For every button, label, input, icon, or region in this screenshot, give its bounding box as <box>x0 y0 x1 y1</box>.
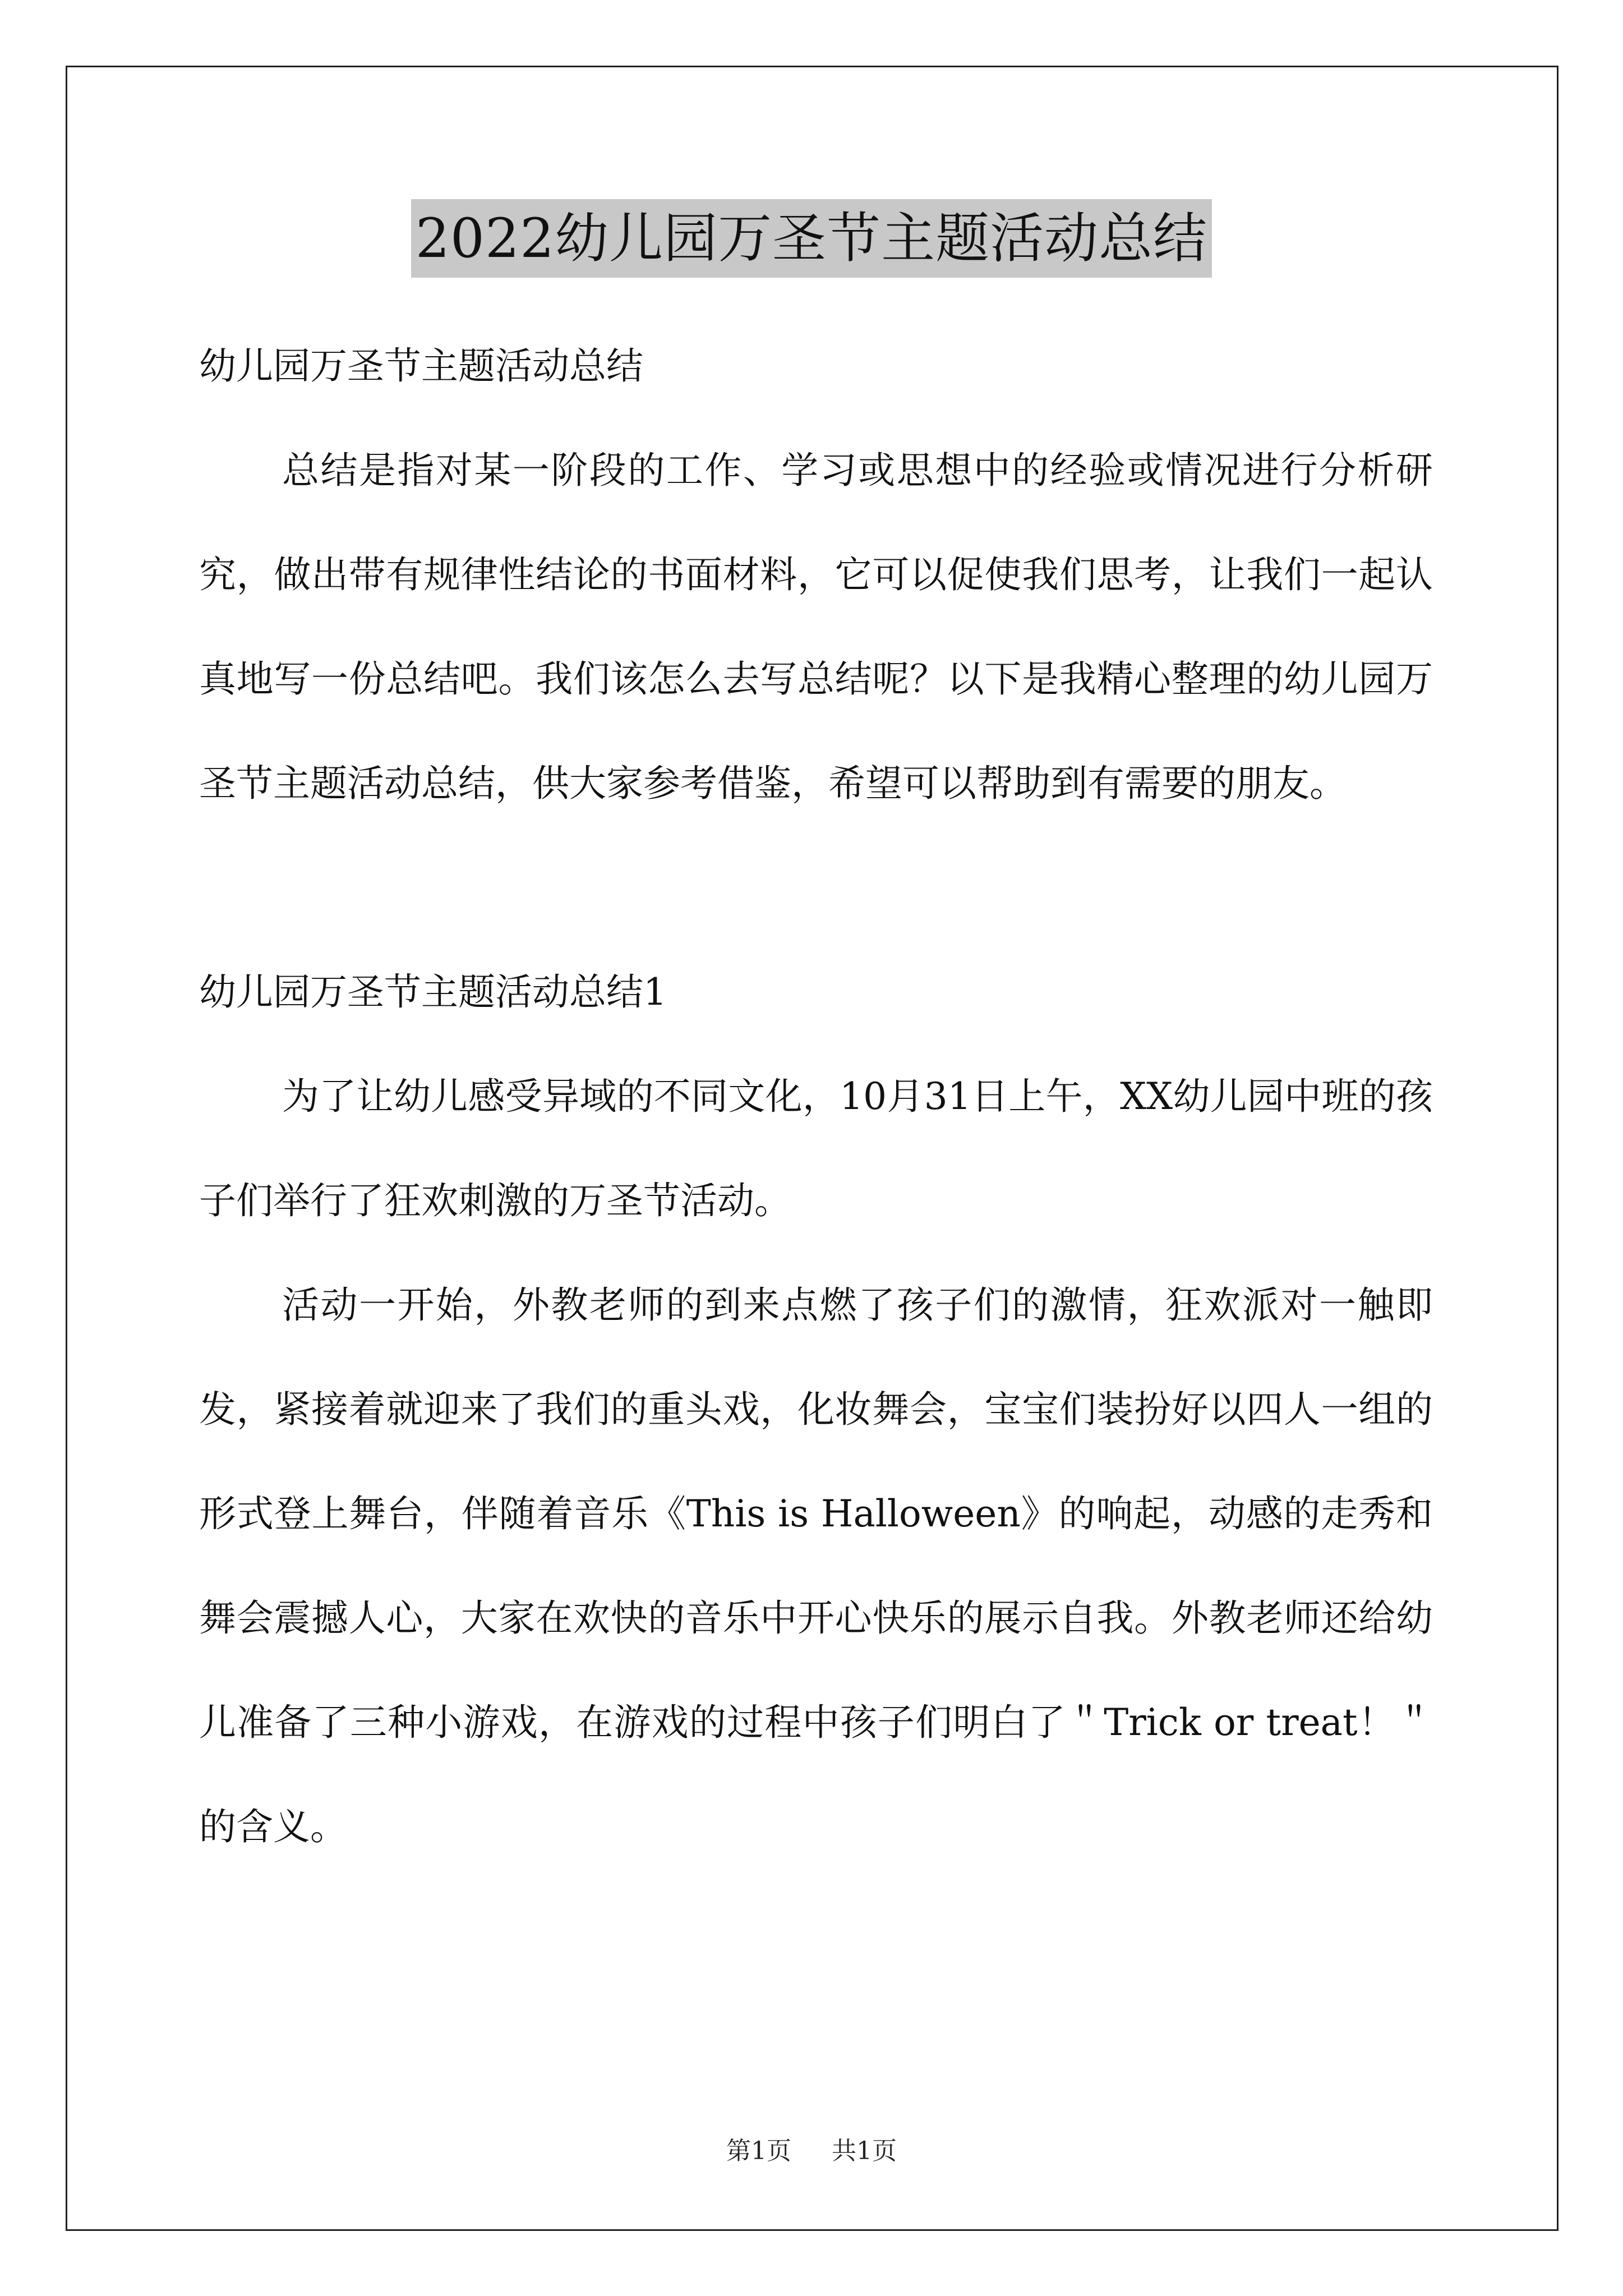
body-paragraph: 活动一开始，外教老师的到来点燃了孩子们的激情，狂欢派对一触即发，紧接着就迎来了我们的重头戏，化妆舞会，宝宝们装扮好以四人一组的形式登上舞台，伴随着音乐《This is Halloween》的响起，动感的走秀和舞会震撼人心，大家在欢快的音乐中开心快乐的展示自我。外教老师还给幼儿准备了三种小游戏，在游戏的过程中孩子们明白了＂Trick or treat！＂的含义。 <box>199 1283 1433 1848</box>
section-spacer <box>199 836 1433 940</box>
body-paragraph: 为了让幼儿感受异域的不同文化，10月31日上午，XX幼儿园中班的孩子们举行了狂欢刺激的万圣节活动。 <box>199 1075 1433 1222</box>
page-number-current: 第1页 <box>726 2137 791 2165</box>
page-number-total: 共1页 <box>832 2137 897 2165</box>
document-subtitle: 幼儿园万圣节主题活动总结 <box>199 344 643 388</box>
section-heading: 幼儿园万圣节主题活动总结1 <box>199 970 667 1014</box>
page-footer <box>0 2134 1623 2168</box>
document-title: 2022幼儿园万圣节主题活动总结 <box>411 199 1212 278</box>
title-container <box>0 199 1623 278</box>
intro-paragraph: 总结是指对某一阶段的工作、学习或思想中的经验或情况进行分析研究，做出带有规律性结论的书面材料，它可以促使我们思考，让我们一起认真地写一份总结吧。我们该怎么去写总结呢？以下是我精心整理的幼儿园万圣节主题活动总结，供大家参考借鉴，希望可以帮助到有需要的朋友。 <box>199 449 1433 805</box>
document-body <box>199 314 1433 1879</box>
